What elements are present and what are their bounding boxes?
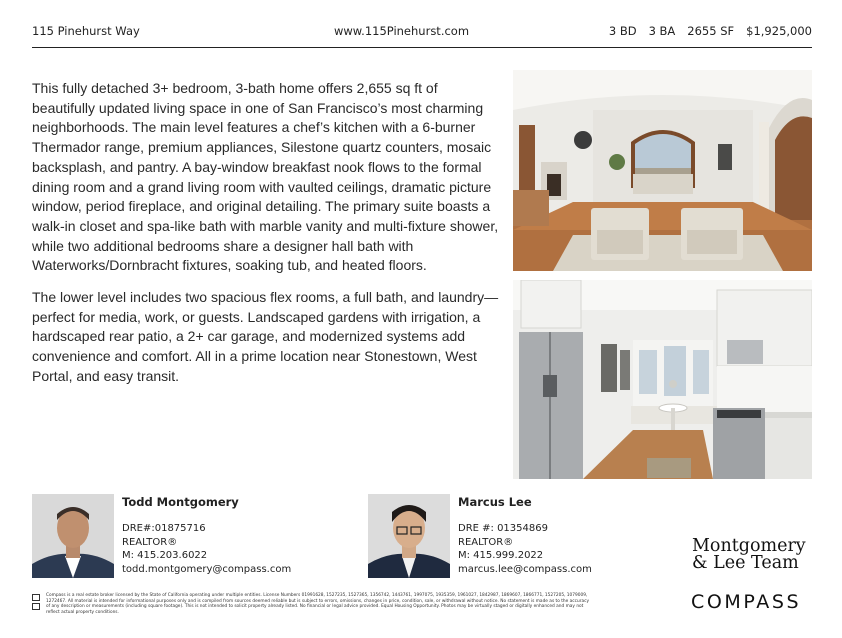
footer-icons bbox=[32, 594, 42, 612]
agent-email[interactable]: marcus.lee@compass.com bbox=[458, 563, 592, 575]
agent-title: REALTOR® bbox=[458, 536, 514, 548]
agent-phone[interactable]: M: 415.203.6022 bbox=[122, 550, 208, 562]
description-paragraph-2: The lower level includes two spacious flex rooms, a full bath, and laundry—perfect for media, work, or guests. Landscaped gardens with irrigation, a hardscaped rear patio, a 2+ car garage, and modernized systems add convenience and comfort. All in a prime location near Stonestown, West Portal, and easy transit. bbox=[32, 289, 499, 384]
equal-housing-icon bbox=[32, 603, 40, 610]
agent-name: Marcus Lee bbox=[458, 495, 532, 509]
header-bar bbox=[32, 22, 812, 48]
agent-marcus-lee-info bbox=[458, 496, 592, 576]
agent-todd-montgomery-info bbox=[122, 496, 291, 576]
agent-todd-montgomery-photo bbox=[32, 494, 114, 578]
baths-count: 3 BA bbox=[648, 24, 676, 38]
property-url[interactable]: www.115Pinehurst.com bbox=[334, 24, 470, 38]
beds-count: 3 BD bbox=[608, 24, 637, 38]
property-stats bbox=[609, 24, 812, 38]
description-paragraph-1: This fully detached 3+ bedroom, 3-bath home offers 2,655 sq ft of beautifully updated living space in one of San Francisco’s most charming neighborhoods. The main level features a chef’s kitchen with a 6-burner Thermador range, premium appliances, Silestone quartz counters, mosaic backsplash, and pantry. A bay-window breakfast nook flows to the formal dining room and a grand living room with vaulted ceilings, dramatic picture window, period fireplace, and original detailing. The primary suite boasts a walk-in closet and spa-like bath with marble vanity and multi-fixture shower, while two additional bedrooms share a designer hall bath with Waterworks/Dornbracht fixtures, soaking tub, and heated floors. bbox=[32, 80, 499, 274]
legal-disclaimer: Compass is a real estate broker licensed by the State of California operating under multiple entities. License Numbers 01991628, 1527235, 1527365, 1356742, 1443761, 1997075, 1935359, 1961027, 1842987, 1869607, 1866771, 1527205, 1079009, 1272467. All material is intended for informational purposes only and is compiled from sources deemed reliable but is subject to errors, omissions, changes in price, condition, sale, or withdrawal without notice. No statement is made as to the accuracy of any description or measurements (including square footage). This is not intended to solicit property already listed. No financial or legal advice provided. Equal Housing Opportunity. Photos may be virtually staged or digitally enhanced and may not reflect actual property conditions. bbox=[46, 593, 590, 615]
kitchen-photo bbox=[513, 280, 812, 479]
team-logo-line2: & Lee Team bbox=[692, 553, 799, 573]
living-room-photo bbox=[513, 70, 812, 271]
agent-title: REALTOR® bbox=[122, 536, 178, 548]
realtor-icon bbox=[32, 594, 40, 601]
square-footage: 2655 SF bbox=[687, 24, 735, 38]
compass-logo: COMPASS bbox=[691, 591, 802, 613]
agent-phone[interactable]: M: 415.999.2022 bbox=[458, 550, 544, 562]
property-address: 115 Pinehurst Way bbox=[32, 24, 140, 38]
agent-dre: DRE#:01875716 bbox=[122, 523, 206, 535]
team-logo-line1: Montgomery bbox=[692, 536, 806, 556]
list-price: $1,925,000 bbox=[746, 24, 812, 38]
agent-marcus-lee-photo bbox=[368, 494, 450, 578]
agent-email[interactable]: todd.montgomery@compass.com bbox=[122, 563, 292, 575]
agent-dre: DRE #: 01354869 bbox=[458, 523, 548, 535]
team-logo bbox=[692, 538, 814, 572]
property-description bbox=[32, 79, 500, 387]
agent-name: Todd Montgomery bbox=[122, 495, 239, 509]
